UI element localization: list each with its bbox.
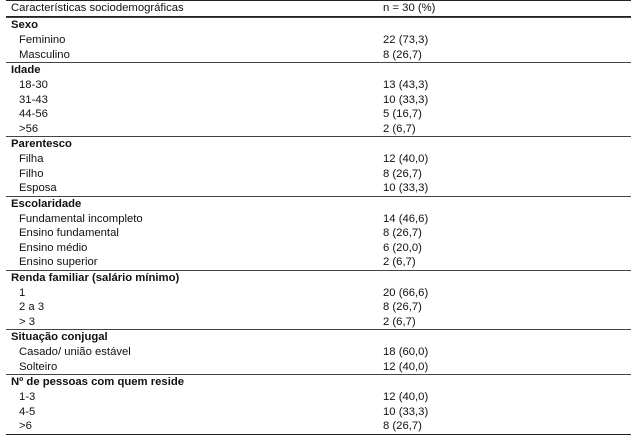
row-label: 18-30 xyxy=(19,79,48,91)
row-label: Masculino xyxy=(19,48,70,61)
row-value: 6 (20,0) xyxy=(383,241,422,254)
table-row xyxy=(6,212,631,227)
row-label: 1 xyxy=(19,286,26,299)
row-value: 13 (43,3) xyxy=(383,79,429,91)
table-row xyxy=(6,360,631,375)
row-label: Solteiro xyxy=(19,360,58,373)
row-label: Feminino xyxy=(19,34,66,46)
row-label: >56 xyxy=(19,122,39,135)
row-label: 31-43 xyxy=(19,93,48,106)
row-label: Ensino superior xyxy=(19,256,98,268)
table-row xyxy=(6,78,631,93)
row-value: 8 (26,7) xyxy=(383,420,422,432)
section-title: Situação conjugal xyxy=(11,331,108,343)
row-label: 2 a 3 xyxy=(19,301,45,313)
row-label: Ensino médio xyxy=(19,241,88,254)
row-value: 8 (26,7) xyxy=(383,227,422,239)
table-row xyxy=(6,48,631,63)
row-label: 44-56 xyxy=(19,108,48,120)
section-situacao-conjugal xyxy=(6,329,631,345)
table-row xyxy=(6,107,631,122)
table-row xyxy=(6,152,631,167)
table-row xyxy=(6,241,631,256)
section-title: Nº de pessoas com quem reside xyxy=(11,376,185,388)
section-title: Idade xyxy=(11,64,41,76)
table-row xyxy=(6,419,631,435)
row-label: >6 xyxy=(19,420,32,432)
section-sexo xyxy=(6,17,631,33)
row-label: Ensino fundamental xyxy=(19,227,119,239)
row-value: 12 (40,0) xyxy=(383,360,429,373)
table-row xyxy=(6,33,631,48)
row-value: 14 (46,6) xyxy=(383,212,429,225)
row-value: 18 (60,0) xyxy=(383,346,429,358)
row-label: Filho xyxy=(19,167,44,180)
section-title: Renda familiar (salário mínimo) xyxy=(11,271,180,284)
row-value: 8 (26,7) xyxy=(383,167,422,180)
row-value: 12 (40,0) xyxy=(383,153,429,165)
row-value: 5 (16,7) xyxy=(383,108,422,120)
row-label: Filha xyxy=(19,153,44,165)
section-idade xyxy=(6,62,631,78)
table-row xyxy=(6,390,631,405)
row-value: 20 (66,6) xyxy=(383,286,429,299)
row-label: 4-5 xyxy=(19,405,36,418)
table-row xyxy=(6,226,631,241)
table-row xyxy=(6,315,631,330)
header-n: n = 30 (%) xyxy=(383,2,436,14)
table-row xyxy=(6,405,631,420)
header-characteristics: Características sociodemográficas xyxy=(11,2,184,14)
row-label: Esposa xyxy=(19,182,57,194)
section-renda-familiar xyxy=(6,270,631,286)
section-title: Escolaridade xyxy=(11,197,82,210)
row-value: 2 (6,7) xyxy=(383,122,416,135)
row-value: 22 (73,3) xyxy=(383,34,429,46)
row-label: Fundamental incompleto xyxy=(19,212,143,225)
table-row xyxy=(6,122,631,137)
section-title: Sexo xyxy=(11,19,39,31)
table-row xyxy=(6,93,631,108)
row-value: 10 (33,3) xyxy=(383,405,429,418)
table-row xyxy=(6,255,631,270)
section-pessoas-reside xyxy=(6,374,631,390)
section-title: Parentesco xyxy=(11,138,72,150)
row-value: 12 (40,0) xyxy=(383,391,429,403)
table-row xyxy=(6,345,631,360)
table-header xyxy=(6,0,631,17)
table-row xyxy=(6,181,631,196)
section-escolaridade xyxy=(6,196,631,212)
row-label: > 3 xyxy=(19,315,36,328)
row-label: Casado/ união estável xyxy=(19,346,131,358)
section-parentesco xyxy=(6,136,631,152)
row-value: 2 (6,7) xyxy=(383,315,416,328)
row-value: 10 (33,3) xyxy=(383,93,429,106)
row-label: 1-3 xyxy=(19,391,36,403)
row-value: 8 (26,7) xyxy=(383,301,422,313)
row-value: 8 (26,7) xyxy=(383,48,422,61)
sociodemographic-table xyxy=(6,0,631,435)
table-row xyxy=(6,300,631,315)
table-row xyxy=(6,167,631,182)
row-value: 10 (33,3) xyxy=(383,182,429,194)
row-value: 2 (6,7) xyxy=(383,256,416,268)
table-row xyxy=(6,286,631,301)
